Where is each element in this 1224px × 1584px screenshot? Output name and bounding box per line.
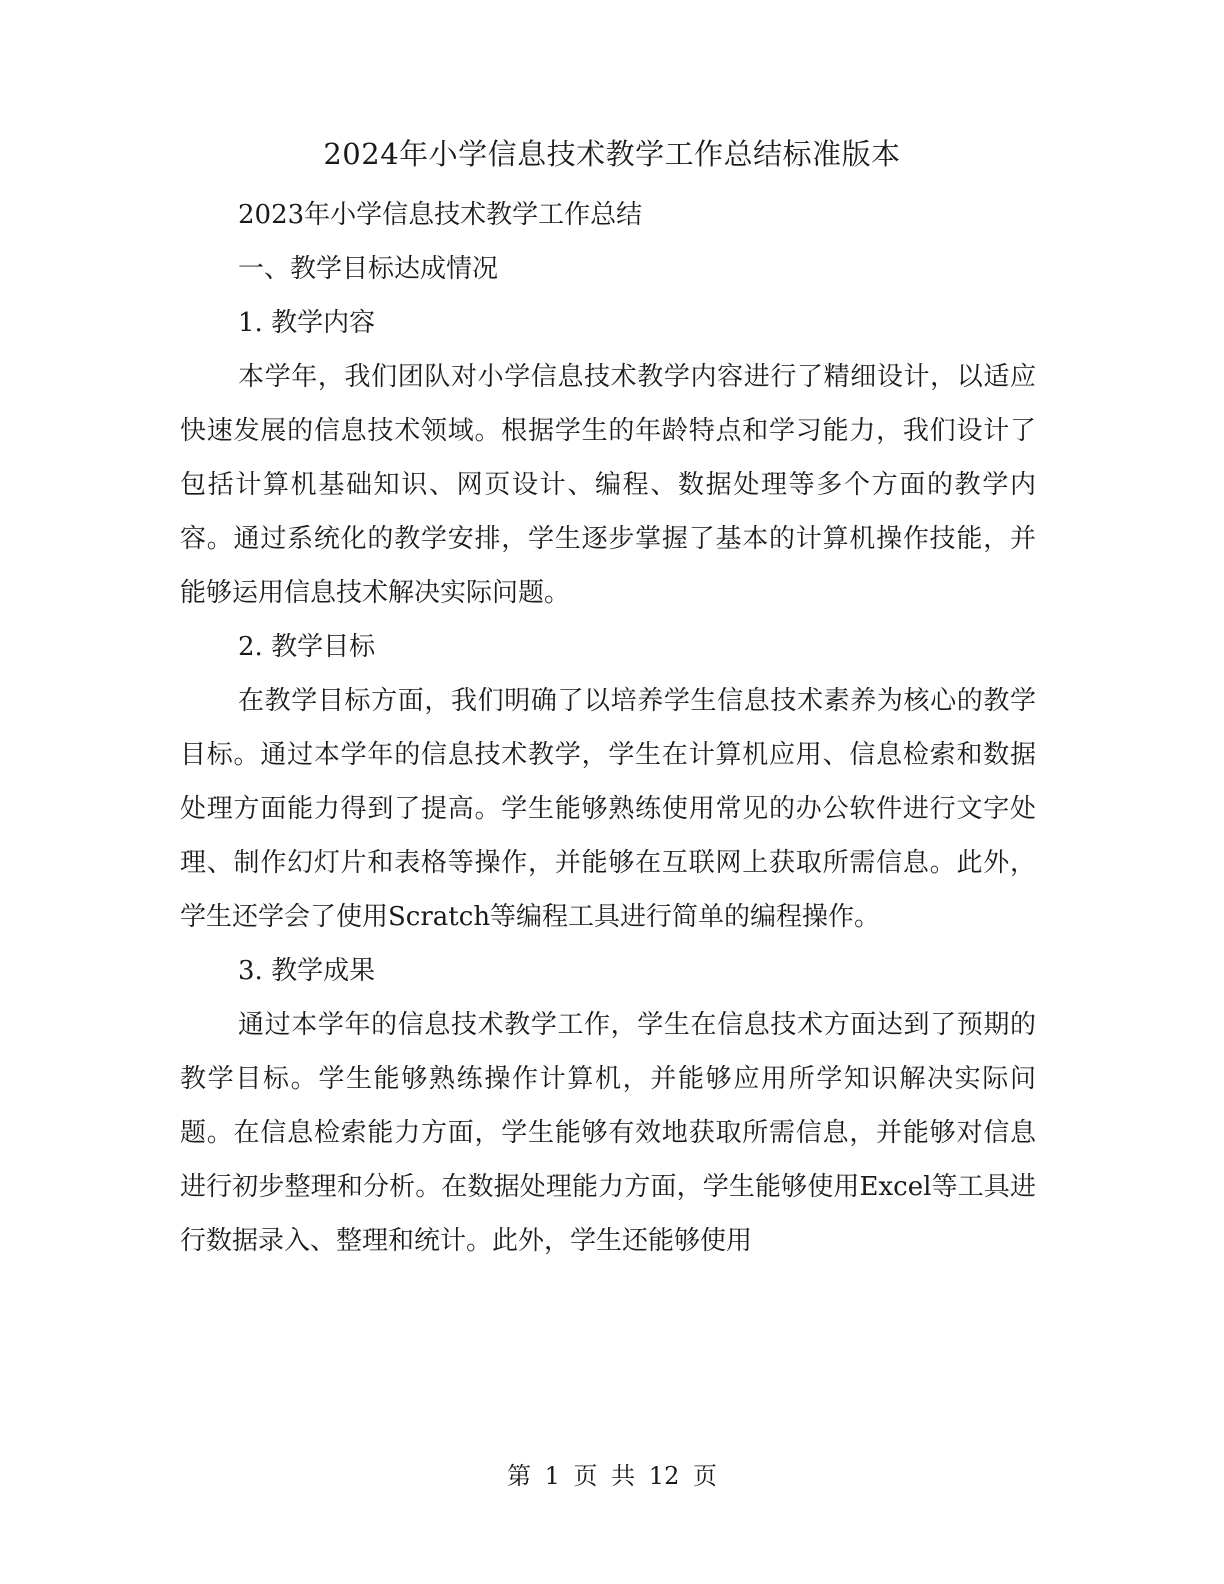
paragraph-goals: 在教学目标方面，我们明确了以培养学生信息技术素养为核心的教学目标。通过本学年的信息技术教学，学生在计算机应用、信息检索和数据处理方面能力得到了提高。学生能够熟练使用常见的办公软件进行文字处理、制作幻灯片和表格等操作，并能够在互联网上获取所需信息。此外，学生还学会了使用Scratch等编程工具进行简单的编程操作。 bbox=[180, 686, 1036, 932]
document-title: 2024年小学信息技术教学工作总结标准版本 bbox=[323, 137, 901, 171]
item-heading-goals: 2. 教学目标 bbox=[238, 632, 376, 662]
item-heading-content: 1. 教学内容 bbox=[238, 308, 376, 338]
section-heading: 一、教学目标达成情况 bbox=[238, 254, 499, 284]
document-body bbox=[180, 188, 1036, 1268]
page-indicator: 第 1 页 共 12 页 bbox=[507, 1462, 717, 1490]
paragraph-content: 本学年，我们团队对小学信息技术教学内容进行了精细设计，以适应快速发展的信息技术领域。根据学生的年龄特点和学习能力，我们设计了包括计算机基础知识、网页设计、编程、数据处理等多个方面的教学内容。通过系统化的教学安排，学生逐步掌握了基本的计算机操作技能，并能够运用信息技术解决实际问题。 bbox=[180, 362, 1036, 608]
item-heading-results: 3. 教学成果 bbox=[238, 956, 376, 986]
subtitle: 2023年小学信息技术教学工作总结 bbox=[238, 200, 643, 230]
paragraph-results: 通过本学年的信息技术教学工作，学生在信息技术方面达到了预期的教学目标。学生能够熟练操作计算机，并能够应用所学知识解决实际问题。在信息检索能力方面，学生能够有效地获取所需信息，并能够对信息进行初步整理和分析。在数据处理能力方面，学生能够使用Excel等工具进行数据录入、整理和统计。此外，学生还能够使用 bbox=[180, 1010, 1036, 1256]
